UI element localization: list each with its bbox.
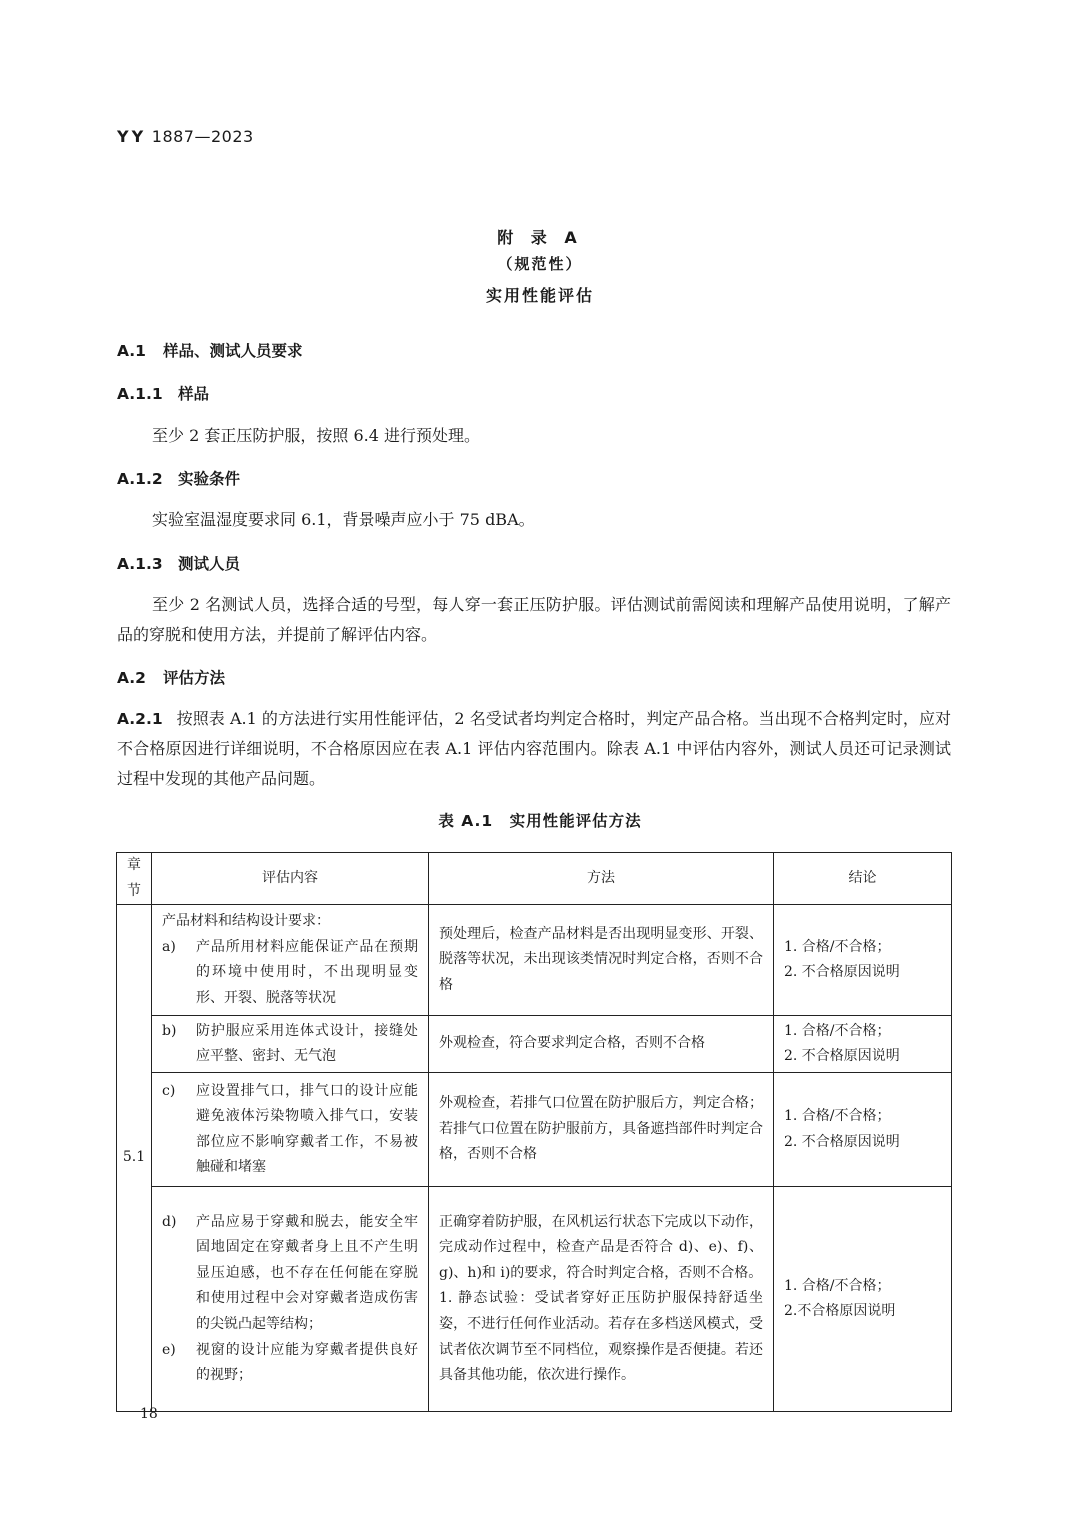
content-cell: c) 应设置排气口，排气口的设计应能避免液体污染物喷入排气口，安装部位应不影响穿戴者工作，不易被触碰和堵塞 xyxy=(152,1073,429,1187)
method-cell: 预处理后，检查产品材料是否出现明显变形、开裂、脱落等状况，未出现该类情况时判定合格，否则不合格 xyxy=(429,905,774,1016)
standard-code: YY 1887—2023 xyxy=(117,127,254,146)
method-cell: 正确穿着防护服，在风机运行状态下完成以下动作，完成动作过程中，检查产品是否符合 d)、e)、f)、g)、h)和 i)的要求，符合时判定合格，否则不合格。 1. 静态试验：受试者穿好正压防护服保持舒适坐姿，不进行任何作业活动。若存在多档送风模式，受试者依次调节至不同档位，观察操作是否便捷。若还具备其他功能，依次进行操作。 xyxy=(429,1187,774,1412)
evaluation-table xyxy=(116,852,952,1412)
table-row xyxy=(117,1073,952,1187)
appendix-subject: 实用性能评估 xyxy=(485,286,594,305)
conclusion-cell: 1. 合格/不合格； 2. 不合格原因说明 xyxy=(774,1073,952,1187)
table-row xyxy=(117,1016,952,1073)
col-header-conclusion: 结论 xyxy=(774,853,952,905)
paragraph: 至少 2 套正压防护服，按照 6.4 进行预处理。 xyxy=(152,426,480,445)
table-row xyxy=(117,905,952,1016)
section-heading: A.1 样品、测试人员要求 xyxy=(117,342,303,360)
subsection-heading: A.1.3 测试人员 xyxy=(117,555,241,573)
paragraph: 至少 2 名测试人员，选择合适的号型，每人穿一套正压防护服。评估测试前需阅读和理解产品使用说明，了解产品的穿脱和使用方法，并提前了解评估内容。 xyxy=(117,595,951,644)
chapter-cell: 5.1 xyxy=(117,905,152,1412)
col-header-content: 评估内容 xyxy=(152,853,429,905)
col-header-chapter: 章节 xyxy=(117,853,152,905)
page-number: 18 xyxy=(140,1406,158,1422)
appendix-title: 附 录 A xyxy=(497,228,583,247)
paragraph xyxy=(117,704,951,794)
method-cell: 外观检查，符合要求判定合格，否则不合格 xyxy=(429,1016,774,1073)
content-cell: d) 产品应易于穿戴和脱去，能安全牢固地固定在穿戴者身上且不产生明显压迫感，也不存在任何能在穿脱和使用过程中会对穿戴者造成伤害的尖锐凸起等结构； e) 视窗的设计应能为穿戴者提供良好的视野； xyxy=(152,1187,429,1412)
content-cell: 产品材料和结构设计要求： a) 产品所用材料应能保证产品在预期的环境中使用时，不出现明显变形、开裂、脱落等状况 xyxy=(152,905,429,1016)
clause-text: 按照表 A.1 的方法进行实用性能评估，2 名受试者均判定合格时，判定产品合格。当出现不合格判定时，应对不合格原因进行详细说明，不合格原因应在表 A.1 评估内容范围内。除表 A.1 中评估内容外，测试人员还可记录测试过程中发现的其他产品问题。 xyxy=(117,709,951,788)
content-cell: b) 防护服应采用连体式设计，接缝处应平整、密封、无气泡 xyxy=(152,1016,429,1073)
paragraph: 实验室温湿度要求同 6.1，背景噪声应小于 75 dBA。 xyxy=(152,510,535,529)
conclusion-cell: 1. 合格/不合格； 2.不合格原因说明 xyxy=(774,1187,952,1412)
subsection-heading: A.1.2 实验条件 xyxy=(117,470,241,488)
subsection-heading: A.1.1 样品 xyxy=(117,385,210,403)
clause-number: A.2.1 xyxy=(117,710,163,728)
table-caption: 表 A.1 实用性能评估方法 xyxy=(438,812,642,830)
appendix-type: （规范性） xyxy=(497,255,583,273)
col-header-method: 方法 xyxy=(429,853,774,905)
section-heading: A.2 评估方法 xyxy=(117,669,226,687)
conclusion-cell: 1. 合格/不合格； 2. 不合格原因说明 xyxy=(774,1016,952,1073)
conclusion-cell: 1. 合格/不合格； 2. 不合格原因说明 xyxy=(774,905,952,1016)
table-row xyxy=(117,1187,952,1412)
method-cell: 外观检查，若排气口位置在防护服后方，判定合格；若排气口位置在防护服前方，具备遮挡部件时判定合格，否则不合格 xyxy=(429,1073,774,1187)
